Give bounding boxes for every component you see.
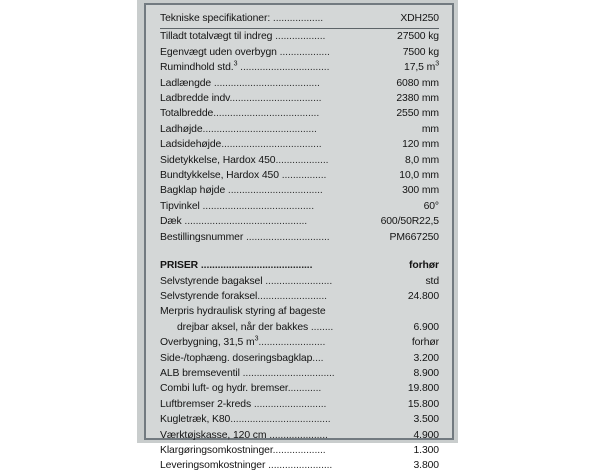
row-label: Side-/tophæng. doseringsbagklap [160, 352, 313, 364]
row-value: PM667250 [389, 231, 439, 243]
row-label-cell [160, 29, 353, 44]
table-row [160, 289, 439, 304]
row-value-cell [353, 258, 439, 273]
row-value-cell [353, 60, 439, 75]
row-leader-dots: ........................ [258, 337, 326, 349]
row-leader-dots: .............................. [243, 231, 330, 243]
label-superscript: 3 [254, 335, 259, 343]
table-row [160, 458, 439, 473]
row-label-cell [160, 274, 353, 289]
specification-table-body [160, 11, 439, 29]
section-spacer-cell [160, 245, 353, 258]
row-label: ALB bremseventil [160, 367, 240, 379]
table-row [160, 428, 439, 443]
row-leader-dots: .................................. [225, 185, 323, 197]
row-value-cell [353, 137, 439, 152]
row-leader-dots: ................... [272, 444, 326, 456]
section-spacer-cell [353, 245, 439, 258]
row-label-cell [160, 106, 353, 121]
row-value-cell [353, 351, 439, 366]
row-label-cell [160, 230, 353, 245]
row-label: Merpris hydraulisk styring af bageste [160, 306, 326, 318]
row-leader-dots: ................... [275, 154, 329, 166]
row-leader-dots: ...................................... [213, 108, 320, 120]
table-row [160, 366, 439, 381]
row-leader-dots: ............ [287, 383, 322, 395]
row-label-cell [160, 320, 353, 335]
row-value: 600/50R22,5 [380, 216, 439, 228]
row-label: Ladhøjde [160, 123, 203, 135]
row-label-cell [160, 289, 353, 304]
row-leader-dots: ................................. [239, 367, 335, 379]
table-row [160, 199, 439, 214]
table-row [160, 381, 439, 396]
table-row [160, 137, 439, 152]
table-row [160, 91, 439, 106]
row-label-cell [160, 183, 353, 198]
row-label: Overbygning, 31,5 m [160, 337, 255, 349]
row-label: Leveringsomkostninger [160, 460, 266, 472]
row-value-cell [353, 183, 439, 198]
row-label: Tilladt totalvægt til indreg [160, 31, 273, 43]
row-leader-dots: ................................. [229, 93, 322, 105]
row-value: 1.300 [413, 444, 439, 456]
row-value: 6080 mm [396, 77, 439, 89]
row-value-cell [353, 106, 439, 121]
row-label: drejbar aksel, når der bakkes [177, 321, 309, 333]
row-value-cell [353, 214, 439, 229]
row-label: Totalbredde [160, 108, 214, 120]
row-label-cell [160, 91, 353, 106]
table-row [160, 351, 439, 366]
row-label: Luftbremser 2-kreds [160, 398, 252, 410]
row-value: 3.500 [413, 414, 439, 426]
row-label: Bestillingsnummer [160, 231, 244, 243]
table-row [160, 153, 439, 168]
table-row [160, 76, 439, 91]
row-label-cell [160, 258, 353, 273]
row-leader-dots: ........................................ [199, 200, 314, 212]
row-label-cell [160, 304, 353, 319]
row-label-cell [160, 214, 353, 229]
row-value-cell [353, 274, 439, 289]
row-value: 8.900 [413, 367, 439, 379]
row-label-cell [160, 443, 353, 458]
row-label: Bundtykkelse, Hardox 450 [160, 170, 279, 182]
row-value-cell [353, 366, 439, 381]
header-value-cell: XDH250 [353, 11, 439, 29]
row-label-cell [160, 76, 353, 91]
table-row [160, 168, 439, 183]
table-row [160, 45, 439, 60]
row-label-cell [160, 153, 353, 168]
row-leader-dots: ......................................... [202, 123, 317, 135]
row-value-cell [353, 153, 439, 168]
value-superscript: 3 [435, 60, 439, 68]
row-value-cell [353, 443, 439, 458]
row-value: 2380 mm [396, 93, 439, 105]
row-label: Ladlængde [160, 77, 212, 89]
table-row [160, 443, 439, 458]
row-value: mm [421, 123, 439, 135]
row-label-cell [160, 60, 353, 75]
row-value: 24.800 [407, 290, 439, 302]
row-value: 15.800 [407, 398, 439, 410]
header-label: Tekniske specifikationer: [160, 13, 271, 24]
row-label: Dæk [160, 216, 182, 228]
spec-sheet-frame [137, 0, 458, 472]
table-row [160, 304, 439, 319]
table-row [160, 230, 439, 245]
row-label-cell [160, 335, 353, 350]
row-value-cell [353, 91, 439, 106]
row-label: Selvstyrende foraksel [160, 290, 258, 302]
row-leader-dots: .................................... [221, 139, 322, 151]
table-row [160, 320, 439, 335]
row-value: 19.800 [407, 383, 439, 395]
table-row [160, 412, 439, 427]
row-label: Rumindhold std. [160, 62, 234, 74]
table-row [160, 274, 439, 289]
row-value: 3.800 [413, 460, 439, 472]
table-row [160, 106, 439, 121]
row-label: Ladsidehøjde [160, 139, 222, 151]
row-leader-dots: ...................................... [211, 77, 320, 89]
section-spacer [160, 245, 439, 258]
row-leader-dots: .......................... [251, 398, 327, 410]
header-leader: .................. [270, 13, 324, 24]
row-label-cell [160, 199, 353, 214]
row-label-cell [160, 412, 353, 427]
prices-table [160, 245, 439, 474]
row-leader-dots: .................. [272, 31, 326, 43]
row-value-cell [353, 230, 439, 245]
row-label: Ladbredde indv [160, 93, 230, 105]
row-value: 4.900 [413, 429, 439, 441]
row-value: 6.900 [413, 321, 439, 333]
row-leader-dots: ........ [308, 321, 334, 333]
row-label-cell [160, 137, 353, 152]
row-value: 8,0 mm [404, 154, 439, 166]
row-label: Klargøringsomkostninger [160, 444, 273, 456]
row-value-cell [353, 122, 439, 137]
row-value-cell [353, 76, 439, 91]
row-label: Egenvægt uden overbygn [160, 46, 277, 58]
row-leader-dots: ................ [278, 170, 327, 182]
row-label: Bagklap højde [160, 185, 226, 197]
row-value: 10,0 mm [399, 170, 439, 182]
row-value-cell [353, 381, 439, 396]
specification-table [160, 11, 439, 29]
row-leader-dots: ........................................ [198, 260, 313, 272]
prices-header-row [160, 258, 439, 273]
table-row [160, 214, 439, 229]
row-value: 2550 mm [396, 108, 439, 120]
row-value: 3.200 [413, 352, 439, 364]
row-value-cell [353, 428, 439, 443]
row-label-cell [160, 122, 353, 137]
row-label: Selvstyrende bagaksel [160, 275, 263, 287]
row-value-cell [353, 320, 439, 335]
row-label-cell [160, 397, 353, 412]
row-value: 17,5 m [404, 62, 436, 74]
row-value-cell [353, 29, 439, 44]
row-label: Sidetykkelse, Hardox 450 [160, 154, 276, 166]
prices-table-body [160, 245, 439, 474]
row-value: 27500 kg [397, 31, 439, 43]
row-value: 120 mm [402, 139, 439, 151]
row-value-cell [353, 458, 439, 473]
row-leader-dots: .... [312, 352, 324, 364]
table-row [160, 60, 439, 75]
row-value-cell [353, 289, 439, 304]
specs-table-body [160, 29, 439, 245]
row-leader-dots: ......................... [257, 290, 327, 302]
row-value-cell [353, 304, 439, 319]
specs-table [160, 29, 439, 245]
table-row [160, 29, 439, 44]
row-value-cell [353, 412, 439, 427]
row-label-cell [160, 428, 353, 443]
row-leader-dots: ............................................ [181, 216, 308, 228]
table-row [160, 122, 439, 137]
row-value: 7500 kg [402, 46, 439, 58]
row-label-cell [160, 45, 353, 60]
table-row [160, 397, 439, 412]
row-value-cell [353, 397, 439, 412]
row-label-cell [160, 381, 353, 396]
row-leader-dots: ..................... [266, 429, 328, 441]
row-label: Kugletræk, K80 [160, 414, 231, 426]
table-row [160, 183, 439, 198]
row-label-cell [160, 366, 353, 381]
row-label: PRISER [160, 260, 199, 272]
row-leader-dots: .................. [276, 46, 330, 58]
row-label: Værktøjskasse, 120 cm [160, 429, 267, 441]
row-value: forhør [411, 337, 439, 349]
row-leader-dots: ................................ [237, 62, 330, 74]
row-value: 60° [423, 200, 439, 212]
header-label-cell [160, 11, 353, 29]
row-value-cell [353, 199, 439, 214]
table-row [160, 335, 439, 350]
table-header-row [160, 11, 439, 29]
row-label-cell [160, 351, 353, 366]
row-label-cell [160, 168, 353, 183]
label-superscript: 3 [233, 60, 238, 68]
row-leader-dots: ........................ [262, 275, 333, 287]
row-label: Combi luft- og hydr. bremser [160, 383, 288, 395]
row-value: forhør [409, 260, 439, 272]
spec-sheet-panel [144, 3, 454, 472]
row-value-cell [353, 45, 439, 60]
row-value-cell [353, 335, 439, 350]
row-value: 300 mm [402, 185, 439, 197]
row-label: Tipvinkel [160, 200, 200, 212]
row-value-cell [353, 168, 439, 183]
row-leader-dots: .................................... [230, 414, 331, 426]
row-leader-dots: ....................... [265, 460, 333, 472]
row-label-cell [160, 458, 353, 473]
row-value: std [425, 275, 439, 287]
